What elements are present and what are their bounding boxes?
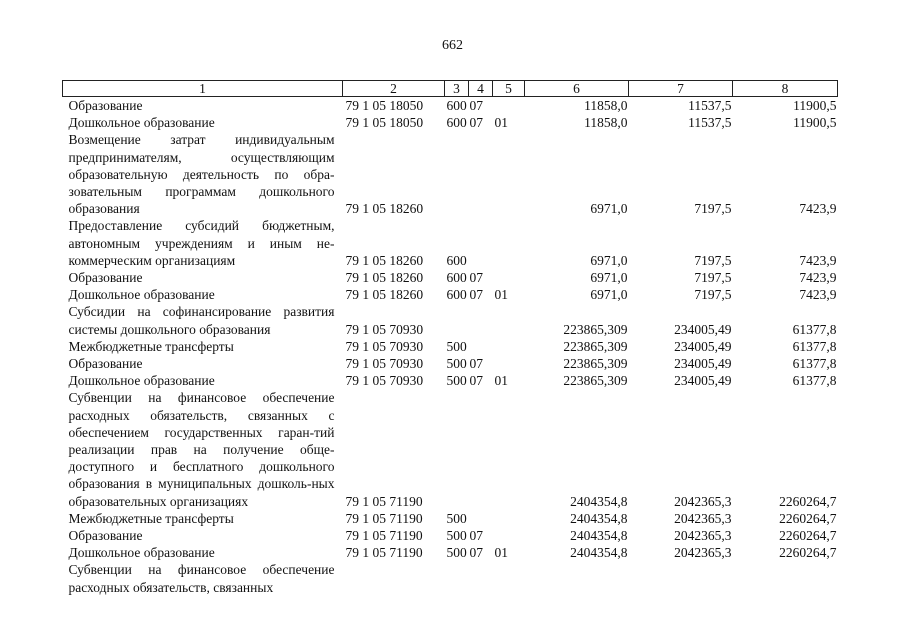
row-value-col6-cell: 223865,309 (563, 338, 628, 354)
row-expense-type-cell: 500 (446, 338, 467, 354)
row-code-cell: 79 1 05 71190 (345, 528, 423, 544)
row-code-cell: 79 1 05 18260 (345, 252, 424, 268)
row-subsection-cell (493, 338, 525, 355)
row-code-cell: 79 1 05 18260 (345, 270, 424, 286)
row-value-col7-cell: 234005,49 (674, 373, 732, 389)
row-expense-type-cell (445, 389, 469, 509)
row-expense-type-cell: 600 (446, 252, 467, 268)
row-subsection-cell (493, 217, 525, 269)
page-number: 662 (442, 38, 463, 53)
row-code-cell: 79 1 05 70930 (345, 338, 424, 354)
row-subsection-cell: 01 (494, 287, 508, 303)
row-value-col8-cell: 11900,5 (793, 115, 837, 131)
table-row (63, 389, 838, 509)
row-expense-type-cell (445, 303, 469, 337)
row-name-cell: Образование (68, 98, 143, 113)
row-value-col7-cell: 2042365,3 (674, 545, 732, 561)
row-value-col8-cell: 7423,9 (799, 252, 837, 268)
row-name-cell: Возмещение затрат индивидуальным предпринимателям, осуществляющим образовательную деятельность по обра-зовательным программам дошкольного образования (68, 132, 335, 217)
row-value-col8-cell: 61377,8 (792, 356, 837, 372)
row-value-col8-cell: 11900,5 (793, 98, 837, 113)
budget-table (62, 80, 838, 596)
row-expense-type-cell: 500 (446, 510, 467, 526)
row-value-col8-cell: 61377,8 (792, 338, 837, 354)
row-name-cell: Межбюджетные трансферты (68, 338, 234, 354)
row-value-col7-cell: 7197,5 (694, 201, 732, 217)
row-code-cell: 79 1 05 71190 (345, 545, 423, 561)
row-expense-type-cell: 600 (446, 98, 467, 113)
table-body (63, 97, 838, 596)
row-value-col7-cell: 11537,5 (688, 98, 732, 113)
row-expense-type-cell (445, 131, 469, 217)
header-col-8: 8 (733, 81, 838, 97)
header-col-2: 2 (343, 81, 445, 97)
row-value-col7-cell: 7197,5 (694, 270, 732, 286)
row-code-cell: 79 1 05 18050 (345, 98, 424, 113)
row-value-col8-cell: 2260264,7 (779, 528, 837, 544)
row-value-col7-cell: 2042365,3 (674, 493, 732, 509)
row-name-cell: Дошкольное образование (68, 545, 215, 561)
row-value-col6-cell: 6971,0 (590, 201, 628, 217)
row-expense-type-cell: 600 (446, 287, 467, 303)
row-section-cell: 07 (469, 115, 483, 131)
table-row (63, 527, 838, 544)
row-value-col8-cell: 61377,8 (792, 373, 837, 389)
table-header (63, 81, 838, 97)
row-subsection-cell (493, 389, 525, 509)
row-subsection-cell (493, 527, 525, 544)
row-name-cell: Образование (68, 528, 143, 544)
row-subsection-cell (493, 97, 525, 115)
row-value-col6-cell: 6971,0 (590, 287, 628, 303)
row-name-cell: Субвенции на финансовое обеспечение расходных обязательств, связанных с обеспечением государственных гаран-тий реализации прав на получение обще-доступного и бесплатного дошкольного образования в муниципальных дошколь-ных образовательных организациях (68, 390, 335, 509)
row-section-cell (469, 389, 493, 509)
header-col-7: 7 (629, 81, 733, 97)
row-subsection-cell (493, 561, 525, 595)
table-row (63, 561, 838, 595)
row-expense-type-cell: 500 (446, 528, 467, 544)
row-value-col8-cell: 2260264,7 (779, 510, 837, 526)
row-expense-type-cell: 500 (446, 356, 467, 372)
row-name-cell: Межбюджетные трансферты (68, 510, 234, 526)
row-name-cell: Субсидии на софинансирование развития системы дошкольного образования (68, 304, 335, 337)
row-value-col7-cell: 234005,49 (674, 338, 732, 354)
row-value-col8-cell: 2260264,7 (779, 545, 837, 561)
header-col-5: 5 (493, 81, 525, 97)
row-subsection-cell (493, 510, 525, 527)
row-value-col6-cell: 6971,0 (590, 270, 628, 286)
row-expense-type-cell: 500 (446, 373, 467, 389)
table-row (63, 372, 838, 389)
table-row (63, 510, 838, 527)
row-code-cell: 79 1 05 70930 (345, 356, 424, 372)
row-subsection-cell: 01 (494, 373, 508, 389)
table-row (63, 97, 838, 115)
row-name-cell: Дошкольное образование (68, 115, 215, 131)
row-section-cell: 07 (469, 373, 483, 389)
row-code-cell: 79 1 05 71190 (345, 493, 423, 509)
row-value-col6-cell: 11858,0 (584, 115, 628, 131)
table-row (63, 544, 838, 561)
row-value-col6-cell: 223865,309 (563, 373, 628, 389)
table-row (63, 114, 838, 131)
table-row (63, 286, 838, 303)
row-section-cell: 07 (469, 545, 483, 561)
row-code-cell: 79 1 05 18260 (345, 201, 424, 217)
row-section-cell: 07 (469, 287, 483, 303)
row-section-cell: 07 (469, 528, 483, 544)
row-section-cell: 07 (469, 270, 483, 286)
table-row (63, 355, 838, 372)
row-section-cell (469, 510, 493, 527)
row-value-col7-cell (629, 561, 733, 595)
header-col-1: 1 (63, 81, 343, 97)
table-row (63, 269, 838, 286)
row-value-col6-cell: 11858,0 (584, 98, 628, 113)
row-code-cell: 79 1 05 18050 (345, 115, 424, 131)
row-subsection-cell (493, 355, 525, 372)
row-section-cell: 07 (469, 356, 483, 372)
table-row (63, 303, 838, 337)
header-col-6: 6 (525, 81, 629, 97)
row-value-col6-cell: 2404354,8 (570, 510, 628, 526)
row-subsection-cell (493, 269, 525, 286)
row-subsection-cell (493, 131, 525, 217)
row-name-cell: Дошкольное образование (68, 373, 215, 389)
header-col-3: 3 (445, 81, 469, 97)
row-expense-type-cell: 600 (446, 115, 467, 131)
row-value-col8-cell (733, 561, 838, 595)
table-row (63, 338, 838, 355)
row-value-col7-cell: 2042365,3 (674, 528, 732, 544)
row-subsection-cell (493, 303, 525, 337)
row-value-col6-cell: 223865,309 (563, 321, 628, 337)
table-row (63, 131, 838, 217)
row-code-cell: 79 1 05 18260 (345, 287, 424, 303)
row-value-col7-cell: 11537,5 (688, 115, 732, 131)
table-row (63, 217, 838, 269)
row-value-col8-cell: 7423,9 (799, 201, 837, 217)
row-value-col8-cell: 2260264,7 (779, 493, 837, 509)
row-value-col6-cell: 6971,0 (590, 252, 628, 268)
row-value-col6-cell: 2404354,8 (570, 545, 628, 561)
row-expense-type-cell: 500 (446, 545, 467, 561)
row-section-cell (469, 131, 493, 217)
row-code-cell (343, 561, 445, 595)
row-value-col8-cell: 61377,8 (792, 321, 837, 337)
row-name-cell: Образование (68, 270, 143, 286)
row-section-cell (469, 303, 493, 337)
row-section-cell (469, 338, 493, 355)
row-expense-type-cell (445, 561, 469, 595)
row-value-col7-cell: 234005,49 (674, 321, 732, 337)
header-row (63, 81, 838, 97)
row-value-col8-cell: 7423,9 (799, 270, 837, 286)
row-value-col8-cell: 7423,9 (799, 287, 837, 303)
row-code-cell: 79 1 05 70930 (345, 321, 424, 337)
row-value-col6-cell: 2404354,8 (570, 493, 628, 509)
row-subsection-cell: 01 (494, 545, 508, 561)
row-expense-type-cell: 600 (446, 270, 467, 286)
row-subsection-cell: 01 (494, 115, 508, 131)
header-col-4: 4 (469, 81, 493, 97)
row-code-cell: 79 1 05 71190 (345, 510, 423, 526)
row-value-col6-cell (525, 561, 629, 595)
row-section-cell (469, 561, 493, 595)
row-code-cell: 79 1 05 70930 (345, 373, 424, 389)
row-value-col7-cell: 7197,5 (694, 252, 732, 268)
row-value-col7-cell: 2042365,3 (674, 510, 732, 526)
row-value-col6-cell: 2404354,8 (570, 528, 628, 544)
row-value-col6-cell: 223865,309 (563, 356, 628, 372)
row-section-cell (469, 217, 493, 269)
row-name-cell: Образование (68, 356, 143, 372)
row-name-cell: Дошкольное образование (68, 287, 215, 303)
row-value-col7-cell: 7197,5 (694, 287, 732, 303)
row-name-cell: Предоставление субсидий бюджетным, автономным учреждениям и иным не-коммерческим организациям (68, 218, 335, 268)
row-section-cell: 07 (469, 98, 483, 113)
row-name-cell: Субвенции на финансовое обеспечение расходных обязательств, связанных (68, 562, 335, 595)
row-value-col7-cell: 234005,49 (674, 356, 732, 372)
